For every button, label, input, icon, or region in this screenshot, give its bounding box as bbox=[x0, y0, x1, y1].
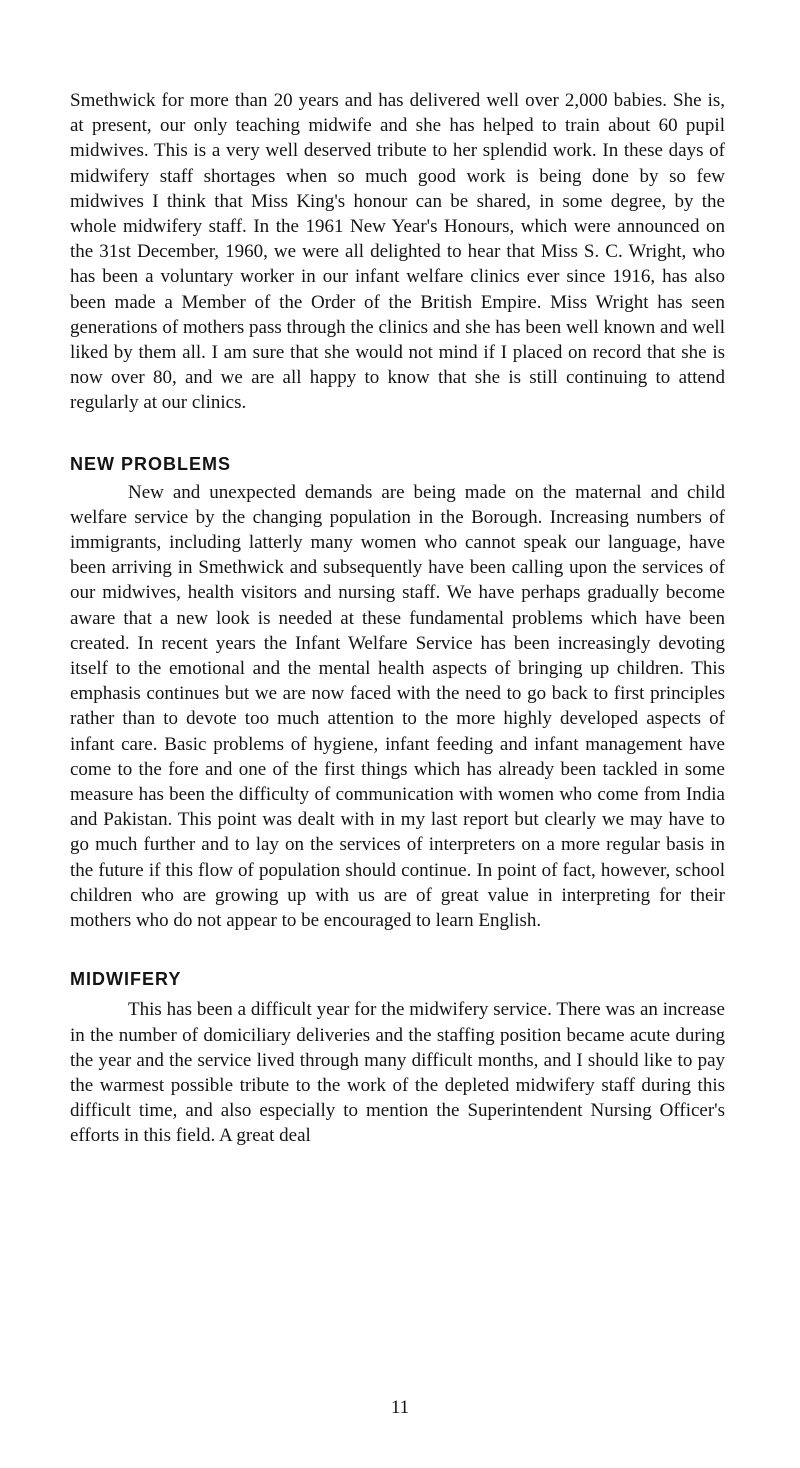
document-page bbox=[70, 88, 725, 1149]
section-heading-new-problems: NEW PROBLEMS bbox=[70, 453, 232, 474]
page-number: 11 bbox=[390, 1397, 410, 1418]
body-paragraph-new-problems: New and unexpected demands are being made on the maternal and child welfare service by the changing population in the Borough. Increasing numbers of immigrants, including latterly many women who cannot speak our language, have been arriving in Smethwick and subsequently have been calling upon the services of our midwives, health visitors and nursing staff. We have perhaps gradually become aware that a new look is needed at these fundamental problems which have been created. In recent years the Infant Welfare Service has been increasingly devoting itself to the emotional and the mental health aspects of bringing up children. This emphasis continues but we are now faced with the need to go back to first principles rather than to devote too much attention to the more highly developed aspects of infant care. Basic problems of hygiene, infant feeding and infant management have come to the fore and one of the first things which has already been tackled in some measure has been the difficulty of communication with women who come from India and Pakistan. This point was dealt with in my last report but clearly we may have to go much further and to lay on the services of interpreters on a more regular basis in the future if this flow of population should continue. In point of fact, however, school children who are growing up with us are of great value in interpreting for their mothers who do not appear to be encouraged to learn English. bbox=[70, 481, 725, 932]
body-paragraph-continued: Smethwick for more than 20 years and has delivered well over 2,000 babies. She is, at present, our only teaching midwife and she has helped to train about 60 pupil midwives. This is a very well deserved tribute to her splendid work. In these days of midwifery staff shortages when so much good work is being done by so few midwives I think that Miss King's honour can be shared, in some degree, by the whole midwifery staff. In the 1961 New Year's Honours, which were announced on the 31st December, 1960, we were all delighted to hear that Miss S. C. Wright, who has been a voluntary worker in our infant welfare clinics ever since 1916, has also been made a Member of the Order of the British Empire. Miss Wright has seen generations of mothers pass through the clinics and she has been well known and well liked by them all. I am sure that she would not mind if I placed on record that she is now over 80, and we are all happy to know that she is still continuing to attend regularly at our clinics. bbox=[70, 90, 725, 414]
section-heading-midwifery: MIDWIFERY bbox=[70, 969, 182, 990]
body-paragraph-midwifery: This has been a difficult year for the midwifery service. There was an increase in the number of domiciliary deliveries and the staffing position became acute during the year and the service lived through many difficult months, and I should like to pay the warmest possible tribute to the work of the depleted midwifery staff during this difficult time, and also especially to mention the Superintendent Nursing Officer's efforts in this field. A great deal bbox=[70, 999, 725, 1147]
